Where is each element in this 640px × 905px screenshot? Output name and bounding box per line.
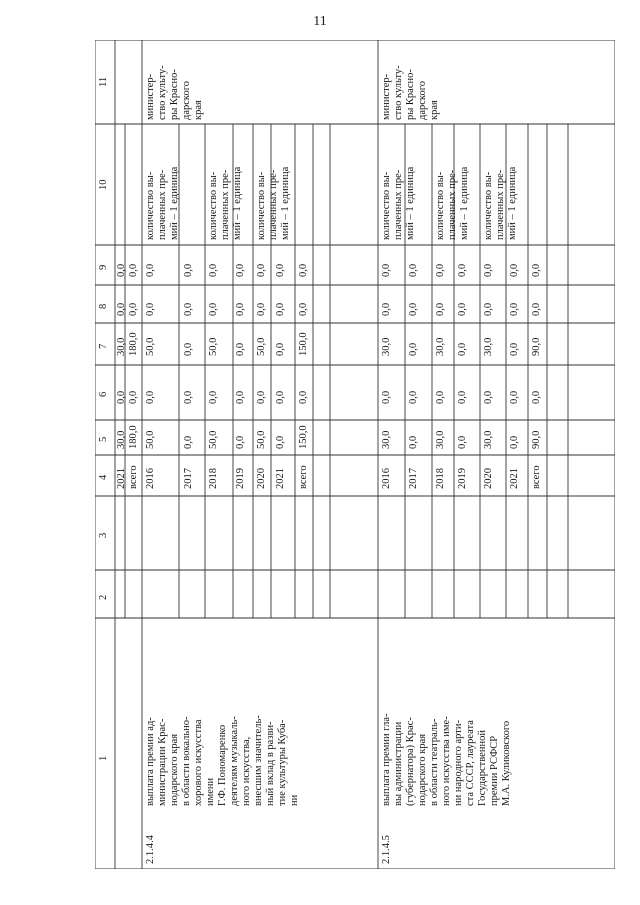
row-2145-0-col6: 0,0 [381, 390, 392, 404]
row-2144-6-col4: всего [298, 465, 309, 489]
row-2144-4-col6: 0,0 [256, 390, 267, 404]
row-2145-5-col5: 0,0 [509, 435, 520, 449]
row-2145-2-col9: 0,0 [435, 263, 446, 277]
row-2145-1-col7: 0,0 [408, 342, 419, 356]
row-2144-6-col7: 150,0 [298, 332, 309, 356]
column-number-7: 7 [98, 343, 109, 349]
row-2145-1-col8: 0,0 [408, 302, 419, 316]
row-2145-2-col7: 30,0 [435, 337, 446, 356]
row-2145-3-col5: 0,0 [457, 435, 468, 449]
row-2145-4-col8: 0,0 [483, 302, 494, 316]
row-2145-5-col9: 0,0 [509, 263, 520, 277]
row-2144-1-col5: 0,0 [183, 435, 194, 449]
row-2145-5-col7: 0,0 [509, 342, 520, 356]
row-2144-3-col8: 0,0 [235, 302, 246, 316]
row-2144-3-col7: 0,0 [235, 342, 246, 356]
row-2144-6-col8: 0,0 [298, 302, 309, 316]
row-2145-0-col4: 2016 [381, 468, 392, 489]
indicator-2144-4: количество вы- плаченных пре- мий – 1 единица [256, 166, 291, 240]
row-2145-1-col9: 0,0 [408, 263, 419, 277]
row-2144-4-col8: 0,0 [256, 302, 267, 316]
row-2144-4-col7: 50,0 [256, 337, 267, 356]
item-name-2145: выплата премии гла- вы администрации (губернатора) Крас- нодарского края в области театраль- ного искусства име- ни народного арти- ста СССР, лауреата Государственной премии РСФСР М.А. Куликовского [381, 713, 512, 806]
row-total-prev-col7: 180,0 [128, 332, 139, 356]
row-2144-0-col4: 2016 [145, 468, 156, 489]
indicator-2144-2: количество вы- плаченных пре- мий – 1 единица [208, 166, 243, 240]
row-2144-2-col4: 2018 [208, 468, 219, 489]
item-number-2145: 2.1.4.5 [381, 835, 392, 864]
column-number-6: 6 [98, 391, 109, 397]
row-2145-0-col9: 0,0 [381, 263, 392, 277]
row-2144-6-col9: 0,0 [298, 263, 309, 277]
row-2144-3-col5: 0,0 [235, 435, 246, 449]
row-2145-0-col5: 30,0 [381, 430, 392, 449]
row-2145-6-col5: 90,0 [531, 430, 542, 449]
row-2145-0-col7: 30,0 [381, 337, 392, 356]
column-number-8: 8 [98, 303, 109, 309]
row-2144-5-col9: 0,0 [275, 263, 286, 277]
row-total-prev-col8: 0,0 [128, 302, 139, 316]
row-2144-2-col5: 50,0 [208, 430, 219, 449]
indicator-2144-0: количество вы- плаченных пре- мий – 1 единица [145, 166, 180, 240]
row-2145-1-col6: 0,0 [408, 390, 419, 404]
row-2145-6-col6: 0,0 [531, 390, 542, 404]
row-2144-0-col7: 50,0 [145, 337, 156, 356]
executor-2144: министер- ство культу- ры Красно- дарского края [145, 65, 204, 120]
row-2144-3-col9: 0,0 [235, 263, 246, 277]
row-total-prev-col9: 0,0 [128, 263, 139, 277]
row-2021-prev-col4: 2021 [116, 468, 127, 489]
row-2145-3-col8: 0,0 [457, 302, 468, 316]
row-2145-4-col5: 30,0 [483, 430, 494, 449]
row-2145-1-col5: 0,0 [408, 435, 419, 449]
row-2145-2-col5: 30,0 [435, 430, 446, 449]
item-name-2144: выплата премии ад- министрации Крас- нодарского края в области вокально- хорового искусства имени Г.Ф. Пономаренко деятелям музыкаль- ного искусства, внесшим значитель- ный вклад в разви- тие культуры Куба- ни [145, 715, 300, 806]
row-2145-4-col4: 2020 [483, 468, 494, 489]
row-2145-0-col8: 0,0 [381, 302, 392, 316]
row-2145-2-col4: 2018 [435, 468, 446, 489]
row-2144-2-col7: 50,0 [208, 337, 219, 356]
row-2144-5-col4: 2021 [275, 468, 286, 489]
row-total-prev-col6: 0,0 [128, 390, 139, 404]
row-2144-4-col5: 50,0 [256, 430, 267, 449]
executor-2145: министер- ство культу- ры Красно- дарского края [381, 65, 440, 120]
row-total-prev-col5: 180,0 [128, 425, 139, 449]
row-2145-1-col4: 2017 [408, 468, 419, 489]
row-2145-2-col6: 0,0 [435, 390, 446, 404]
row-2144-2-col8: 0,0 [208, 302, 219, 316]
row-2021-prev-col7: 30,0 [116, 337, 127, 356]
row-2145-3-col9: 0,0 [457, 263, 468, 277]
row-2145-3-col6: 0,0 [457, 390, 468, 404]
row-2144-0-col6: 0,0 [145, 390, 156, 404]
row-2021-prev-col5: 30,0 [116, 430, 127, 449]
column-number-10: 10 [98, 179, 109, 190]
row-2144-5-col7: 0,0 [275, 342, 286, 356]
row-2144-3-col6: 0,0 [235, 390, 246, 404]
row-2145-6-col9: 0,0 [531, 263, 542, 277]
row-2144-1-col7: 0,0 [183, 342, 194, 356]
row-2144-3-col4: 2019 [235, 468, 246, 489]
row-2145-4-col7: 30,0 [483, 337, 494, 356]
column-number-2: 2 [98, 594, 109, 600]
row-2145-2-col8: 0,0 [435, 302, 446, 316]
row-2144-0-col5: 50,0 [145, 430, 156, 449]
row-2144-1-col4: 2017 [183, 468, 194, 489]
indicator-2145-2: количество вы- плаченных пре- мий – 1 единица [435, 166, 470, 240]
indicator-2145-4: количество вы- плаченных пре- мий – 1 единица [483, 166, 518, 240]
row-2144-6-col5: 150,0 [298, 425, 309, 449]
row-2145-5-col4: 2021 [509, 468, 520, 489]
column-number-9: 9 [98, 264, 109, 270]
item-number-2144: 2.1.4.4 [145, 835, 156, 864]
row-2145-4-col6: 0,0 [483, 390, 494, 404]
row-2145-6-col8: 0,0 [531, 302, 542, 316]
column-number-1: 1 [98, 755, 109, 761]
row-2145-3-col4: 2019 [457, 468, 468, 489]
row-2145-4-col9: 0,0 [483, 263, 494, 277]
row-2144-1-col9: 0,0 [183, 263, 194, 277]
page-number: 11 [313, 14, 327, 29]
row-2144-2-col6: 0,0 [208, 390, 219, 404]
row-2021-prev-col9: 0,0 [116, 263, 127, 277]
column-number-5: 5 [98, 436, 109, 442]
row-2021-prev-col8: 0,0 [116, 302, 127, 316]
column-number-4: 4 [98, 474, 109, 480]
program-table [95, 40, 615, 869]
row-2144-5-col8: 0,0 [275, 302, 286, 316]
row-2144-0-col8: 0,0 [145, 302, 156, 316]
row-total-prev-col4: всего [128, 465, 139, 489]
row-2144-1-col6: 0,0 [183, 390, 194, 404]
row-2145-5-col6: 0,0 [509, 390, 520, 404]
indicator-2145-0: количество вы- плаченных пре- мий – 1 единица [381, 166, 416, 240]
row-2145-6-col7: 90,0 [531, 337, 542, 356]
row-2145-6-col4: всего [531, 465, 542, 489]
column-number-11: 11 [98, 76, 109, 87]
row-2144-2-col9: 0,0 [208, 263, 219, 277]
row-2144-5-col5: 0,0 [275, 435, 286, 449]
column-number-3: 3 [98, 532, 109, 538]
row-2145-5-col8: 0,0 [509, 302, 520, 316]
row-2021-prev-col6: 0,0 [116, 390, 127, 404]
row-2144-4-col9: 0,0 [256, 263, 267, 277]
row-2145-3-col7: 0,0 [457, 342, 468, 356]
row-2144-6-col6: 0,0 [298, 390, 309, 404]
row-2144-0-col9: 0,0 [145, 263, 156, 277]
row-2144-1-col8: 0,0 [183, 302, 194, 316]
row-2144-5-col6: 0,0 [275, 390, 286, 404]
row-2144-4-col4: 2020 [256, 468, 267, 489]
